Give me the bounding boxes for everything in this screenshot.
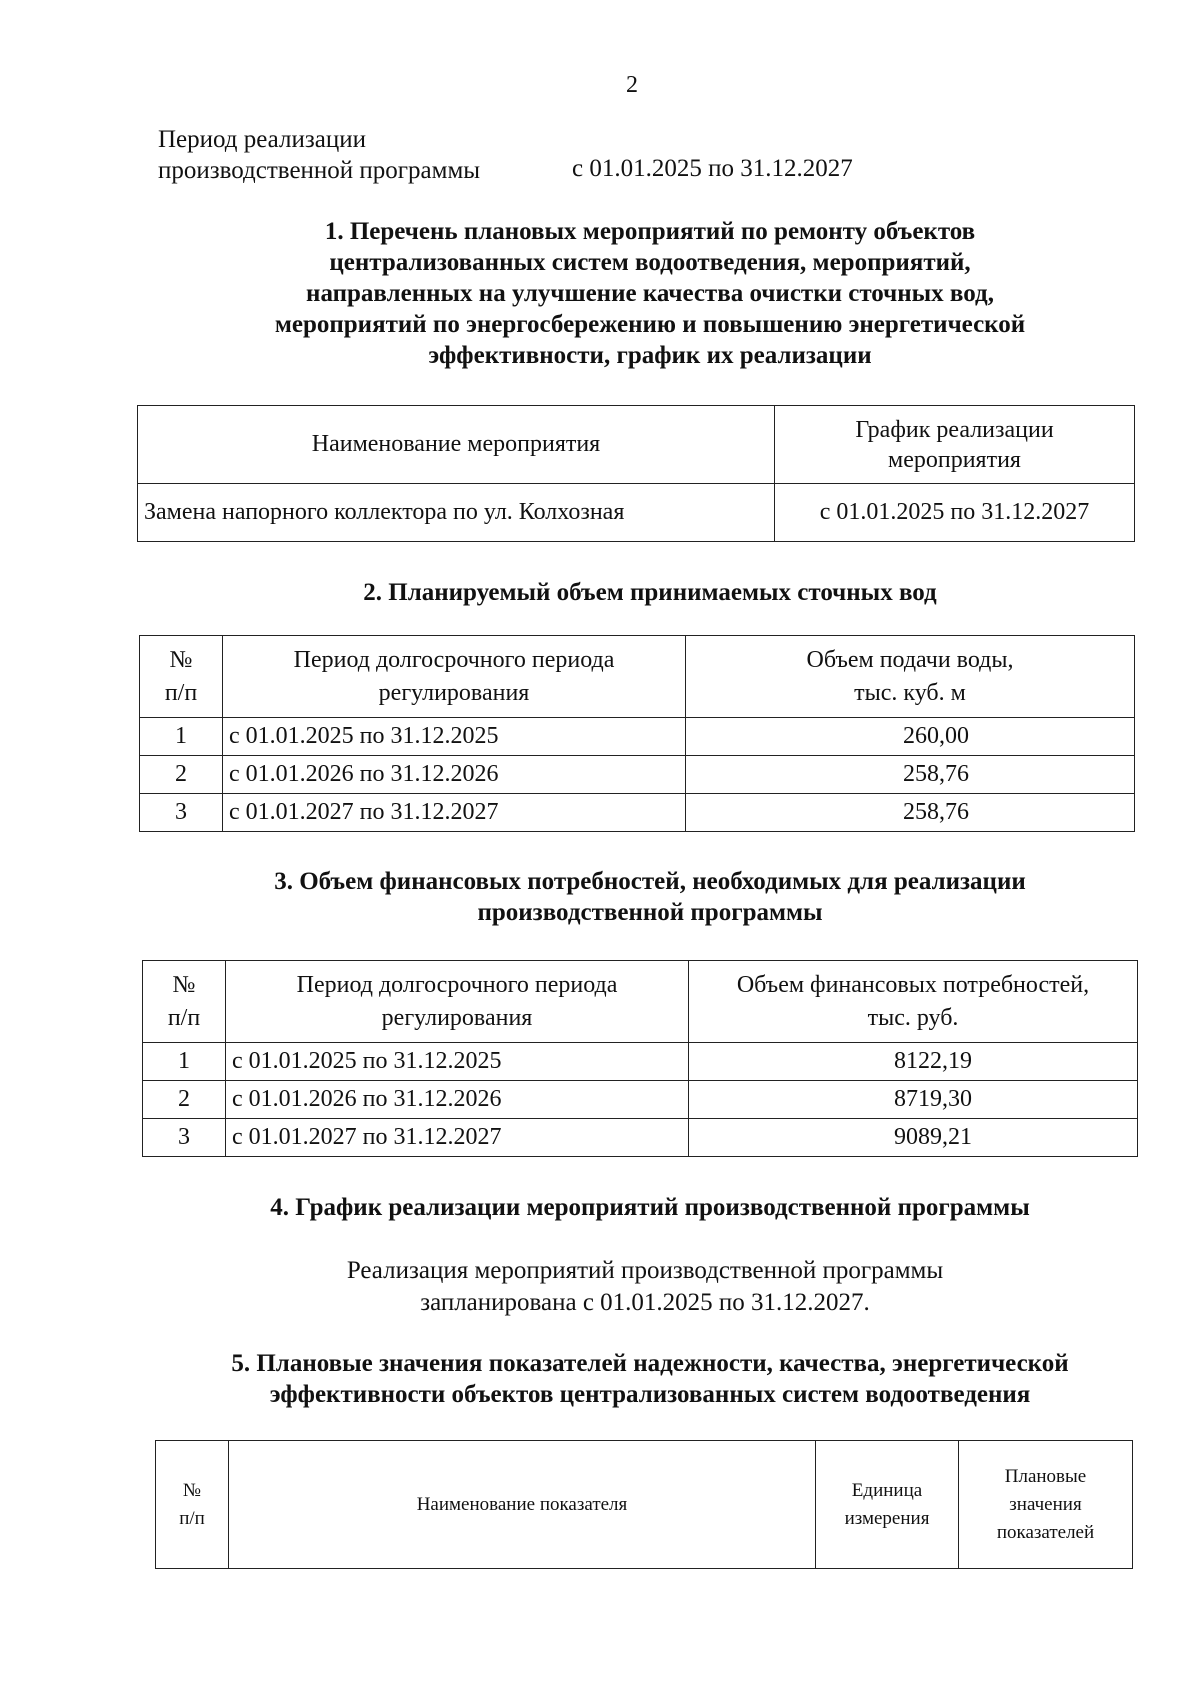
header-period: [223, 636, 686, 718]
event-schedule-cell: с 01.01.2025 по 31.12.2027: [775, 484, 1135, 542]
section5-title: [140, 1348, 1160, 1410]
section5-title-line: эффективности объектов централизованных систем водоотведения: [269, 1381, 1031, 1408]
section2-title: [150, 577, 1150, 608]
header-plan-values: [959, 1441, 1133, 1569]
header-value: [689, 961, 1138, 1043]
section1-title-line: мероприятий по энергосбережению и повышению энергетической: [274, 311, 1026, 338]
header-unit-line2: измерения: [844, 1507, 930, 1529]
header-plan-line2: значения: [1009, 1493, 1082, 1515]
period-label-line1: Период реализации: [158, 126, 366, 153]
row-value: 8122,19: [689, 1043, 1138, 1081]
header-num: [140, 636, 223, 718]
header-event-name: Наименование мероприятия: [138, 406, 775, 484]
header-num-line2: п/п: [179, 1507, 205, 1529]
row-num: 1: [140, 718, 223, 756]
header-value-line2: тыс. куб. м: [854, 679, 966, 706]
row-period: с 01.01.2025 по 31.12.2025: [223, 718, 686, 756]
period-label-line2: производственной программы: [158, 157, 481, 184]
header-num-line1: №: [169, 646, 193, 673]
row-period: с 01.01.2026 по 31.12.2026: [223, 756, 686, 794]
table-row: [143, 1043, 1138, 1081]
header-num-line2: п/п: [167, 1004, 201, 1031]
section4-title: [150, 1192, 1150, 1223]
header-period-line1: Период долгосрочного периода: [296, 971, 618, 998]
header-num-line2: п/п: [164, 679, 198, 706]
table-row: [143, 1081, 1138, 1119]
row-period: с 01.01.2027 по 31.12.2027: [226, 1119, 689, 1157]
header-period-line2: регулирования: [381, 1004, 533, 1031]
header-num-line1: №: [172, 971, 196, 998]
header-unit-line1: Единица: [851, 1479, 923, 1501]
row-num: 3: [140, 794, 223, 832]
section5-title-line: 5. Плановые значения показателей надежности, качества, энергетической: [231, 1350, 1069, 1377]
header-period: [226, 961, 689, 1043]
header-value: [686, 636, 1135, 718]
header-schedule: [775, 406, 1135, 484]
section1-title-line: эффективности, график их реализации: [428, 342, 872, 369]
page-number: 2: [626, 72, 638, 98]
section4-title-line: 4. График реализации мероприятий производственной программы: [270, 1194, 1030, 1221]
header-unit: [816, 1441, 959, 1569]
section1-title-line: 1. Перечень плановых мероприятий по ремонту объектов: [324, 218, 976, 245]
header-value-line1: Объем финансовых потребностей,: [736, 971, 1090, 998]
header-schedule-line2: мероприятия: [888, 446, 1021, 473]
table-row: [140, 718, 1135, 756]
row-value: 9089,21: [689, 1119, 1138, 1157]
header-period-line1: Период долгосрочного периода: [293, 646, 615, 673]
header-plan-line3: показателей: [996, 1521, 1095, 1543]
row-period: с 01.01.2025 по 31.12.2025: [226, 1043, 689, 1081]
events-table: [137, 405, 1135, 542]
table-row: [143, 1119, 1138, 1157]
financial-needs-table: [142, 960, 1138, 1157]
header-schedule-line1: График реализации: [855, 416, 1054, 443]
period-label: [158, 124, 480, 186]
row-value: 8719,30: [689, 1081, 1138, 1119]
table-header-row: [140, 636, 1135, 718]
header-value-line1: Объем подачи воды,: [806, 646, 1014, 673]
row-num: 3: [143, 1119, 226, 1157]
section1-title-line: централизованных систем водоотведения, мероприятий,: [329, 249, 971, 276]
section1-title: [150, 216, 1150, 371]
table-header-row: [143, 961, 1138, 1043]
section1-title-line: направленных на улучшение качества очистки сточных вод,: [306, 280, 994, 307]
header-value-line2: тыс. руб.: [867, 1004, 959, 1031]
row-num: 1: [143, 1043, 226, 1081]
section2-title-line: 2. Планируемый объем принимаемых сточных вод: [363, 579, 937, 606]
wastewater-volume-table: [139, 635, 1135, 832]
header-num: [143, 961, 226, 1043]
row-period: с 01.01.2027 по 31.12.2027: [223, 794, 686, 832]
indicators-table: [155, 1440, 1133, 1569]
row-num: 2: [140, 756, 223, 794]
section3-title-line: производственной программы: [477, 899, 823, 926]
section4-text-line1: Реализация мероприятий производственной программы: [346, 1257, 944, 1284]
table-row: [140, 756, 1135, 794]
row-period: с 01.01.2026 по 31.12.2026: [226, 1081, 689, 1119]
row-value: 260,00: [686, 718, 1135, 756]
row-value: 258,76: [686, 756, 1135, 794]
header-plan-line1: Плановые: [1004, 1465, 1087, 1487]
header-num-line1: №: [182, 1479, 202, 1501]
row-num: 2: [143, 1081, 226, 1119]
header-period-line2: регулирования: [378, 679, 530, 706]
table-row: [140, 794, 1135, 832]
header-indicator-name: Наименование показателя: [229, 1441, 816, 1569]
section3-title-line: 3. Объем финансовых потребностей, необходимых для реализации: [274, 868, 1026, 895]
table-row: [138, 484, 1135, 542]
section3-title: [150, 866, 1150, 928]
row-value: 258,76: [686, 794, 1135, 832]
section4-text: [0, 1255, 1200, 1319]
table-header-row: [138, 406, 1135, 484]
table-header-row: [156, 1441, 1133, 1569]
event-name-cell: Замена напорного коллектора по ул. Колхозная: [138, 484, 775, 542]
header-num: [156, 1441, 229, 1569]
period-value: с 01.01.2025 по 31.12.2027: [572, 155, 853, 182]
section4-text-line2: запланирована с 01.01.2025 по 31.12.2027.: [420, 1289, 870, 1316]
